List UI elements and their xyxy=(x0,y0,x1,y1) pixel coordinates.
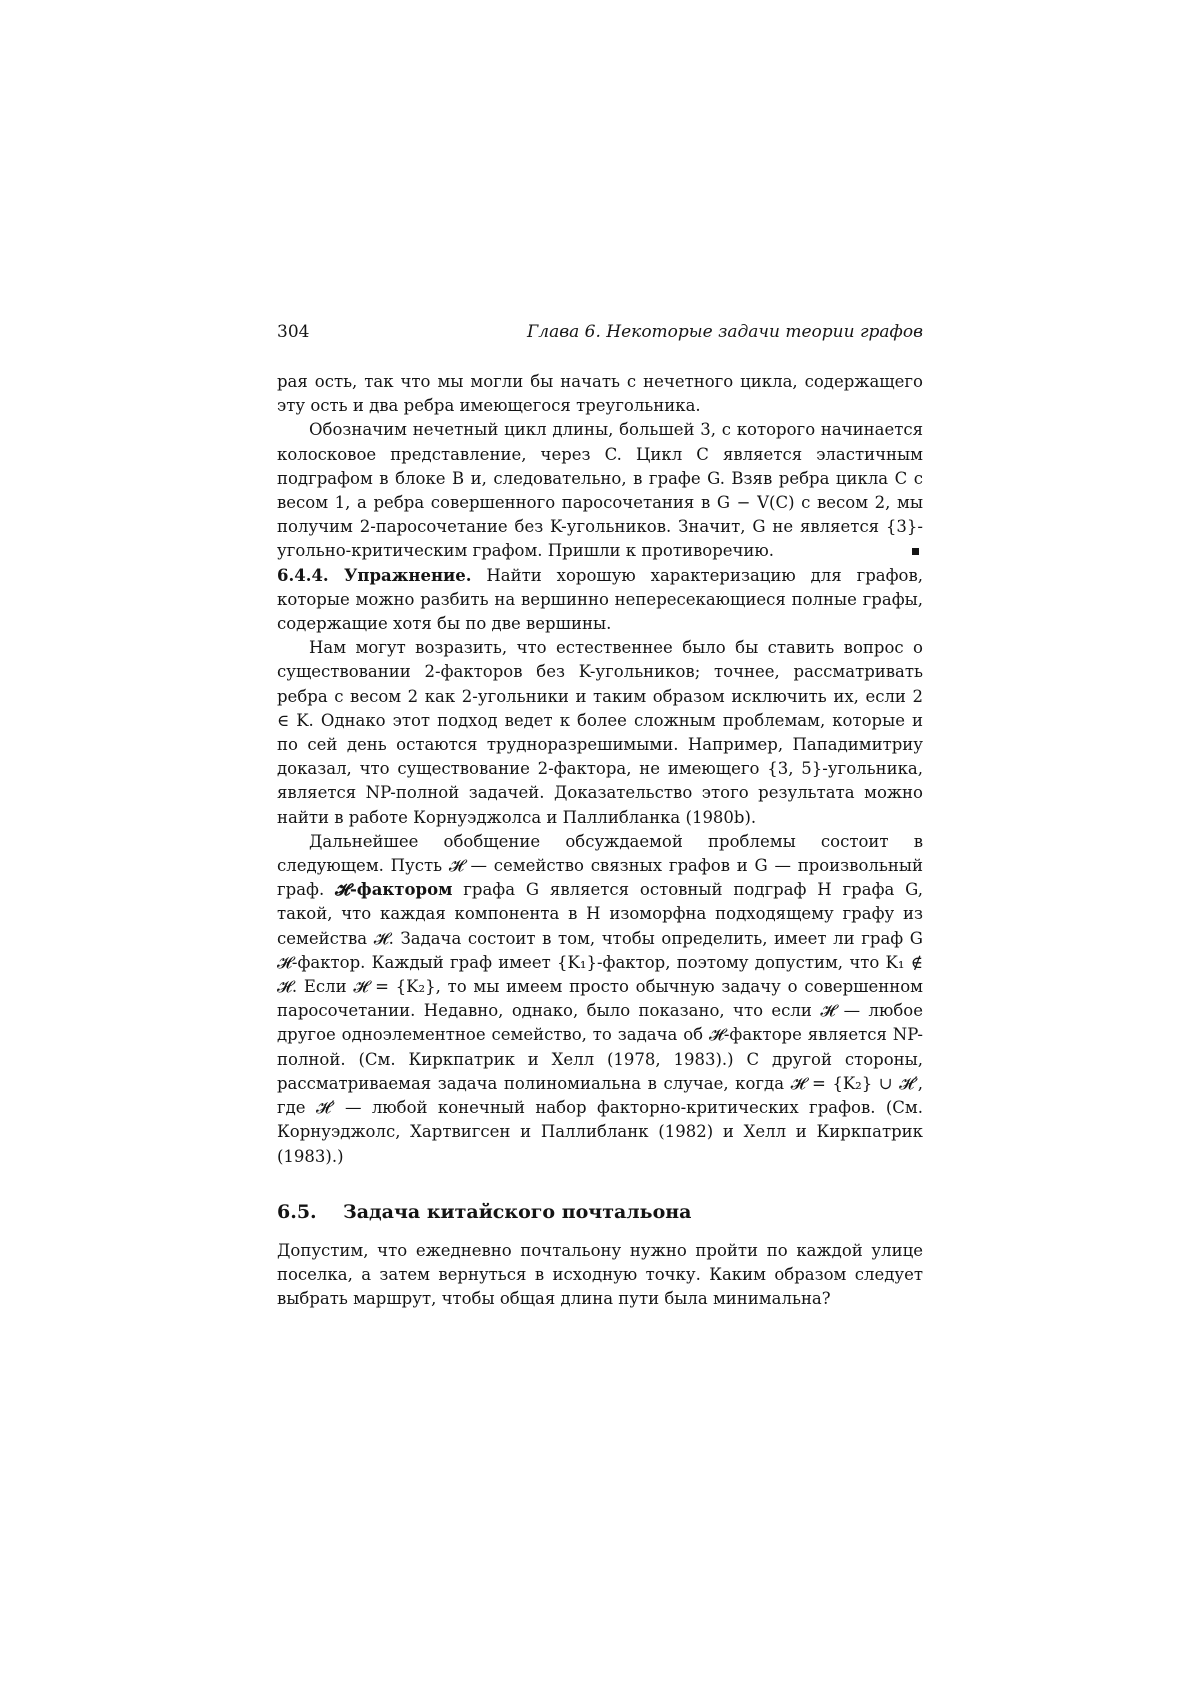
chapter-title: Глава 6. Некоторые задачи теории графов xyxy=(527,322,923,342)
qed-square-icon xyxy=(912,548,919,555)
page-number: 304 xyxy=(277,322,310,342)
section-number: 6.5. xyxy=(277,1200,317,1223)
paragraph-proof-end xyxy=(277,418,923,563)
section-first-paragraph: Допустим, что ежедневно почтальону нужно пройти по каждой улице поселка, а затем вернуться в исходную точку. Каким образом следует выбрать маршрут, чтобы общая длина пути была минимальна? xyxy=(277,1240,923,1309)
section-heading xyxy=(277,1199,923,1225)
paragraph-generalization-rest: графа G является остовный подграф H графа G, такой, что каждая компонента в H изоморфна подходящему графу из семейства 𝓗. Задача состоит в том, чтобы определить, имеет ли граф G 𝓗-фактор. Каждый граф имеет {K₁}-фактор, поэтому допустим, что K₁ ∉ 𝓗. Если 𝓗 = {K₂}, то мы имеем просто обычную задачу о совершенном паросочетании. Недавно, однако, было показано, что если 𝓗 — любое другое одноэлементное семейство, то задача об 𝓗-факторе является NP-полной. (См. Киркпатрик и Хелл (1978, 1983).) С другой стороны, рассматриваемая задача полиномиальна в случае, когда 𝓗 = {K₂} ∪ 𝓗′, где 𝓗′ — любой конечный набор факторно-критических графов. (См. Корнуэджолс, Хартвигсен и Паллибланк (1982) и Хелл и Киркпатрик (1983).) xyxy=(277,880,924,1166)
defined-term: 𝓗-фактором xyxy=(335,880,453,900)
body-text xyxy=(277,370,923,1311)
exercise-paragraph xyxy=(277,564,923,637)
exercise-label: 6.4.4. Упражнение. xyxy=(277,565,472,585)
paragraph-continuation: рая ость, так что мы могли бы начать с нечетного цикла, содержащего эту ость и два ребра имеющегося треугольника. xyxy=(277,372,923,416)
paragraph-objection: Нам могут возразить, что естественнее было бы ставить вопрос о существовании 2-факторов без K-угольников; точнее, рассматривать ребра с весом 2 как 2-угольники и таким образом исключить их, если 2 ∈ K. Однако этот подход ведет к более сложным проблемам, которые и по сей день остаются трудноразрешимыми. Например, Пападимитриу доказал, что существование 2-фактора, не имеющего {3, 5}-угольника, является NP-полной задачей. Доказательство этого результата можно найти в работе Корнуэджолса и Паллибланка (1980b). xyxy=(277,638,923,827)
paragraph-generalization xyxy=(277,830,923,1169)
paragraph-generalization-intro: Дальнейшее обобщение обсуждаемой проблемы состоит в следующем. Пусть 𝓗 — семейство связных графов и G — произвольный граф. xyxy=(277,831,923,900)
running-head xyxy=(277,320,923,344)
paragraph-proof-text: Обозначим нечетный цикл длины, большей 3, с которого начинается колосковое представление, через C. Цикл C является эластичным подграфом в блоке B и, следовательно, в графе G. Взяв ребра цикла C с весом 1, а ребра совершенного паросочетания в G − V(C) с весом 2, мы получим 2-паросочетание без K-угольников. Значит, G не является {3}-угольно-критическим графом. Пришли к противоречию. xyxy=(277,420,923,561)
section-title: Задача китайского почтальона xyxy=(343,1200,692,1223)
exercise-text: Найти хорошую характеризацию для графов, которые можно разбить на вершинно непересекающиеся полные графы, содержащие хотя бы по две вершины. xyxy=(277,565,923,634)
page-content xyxy=(277,320,923,1311)
